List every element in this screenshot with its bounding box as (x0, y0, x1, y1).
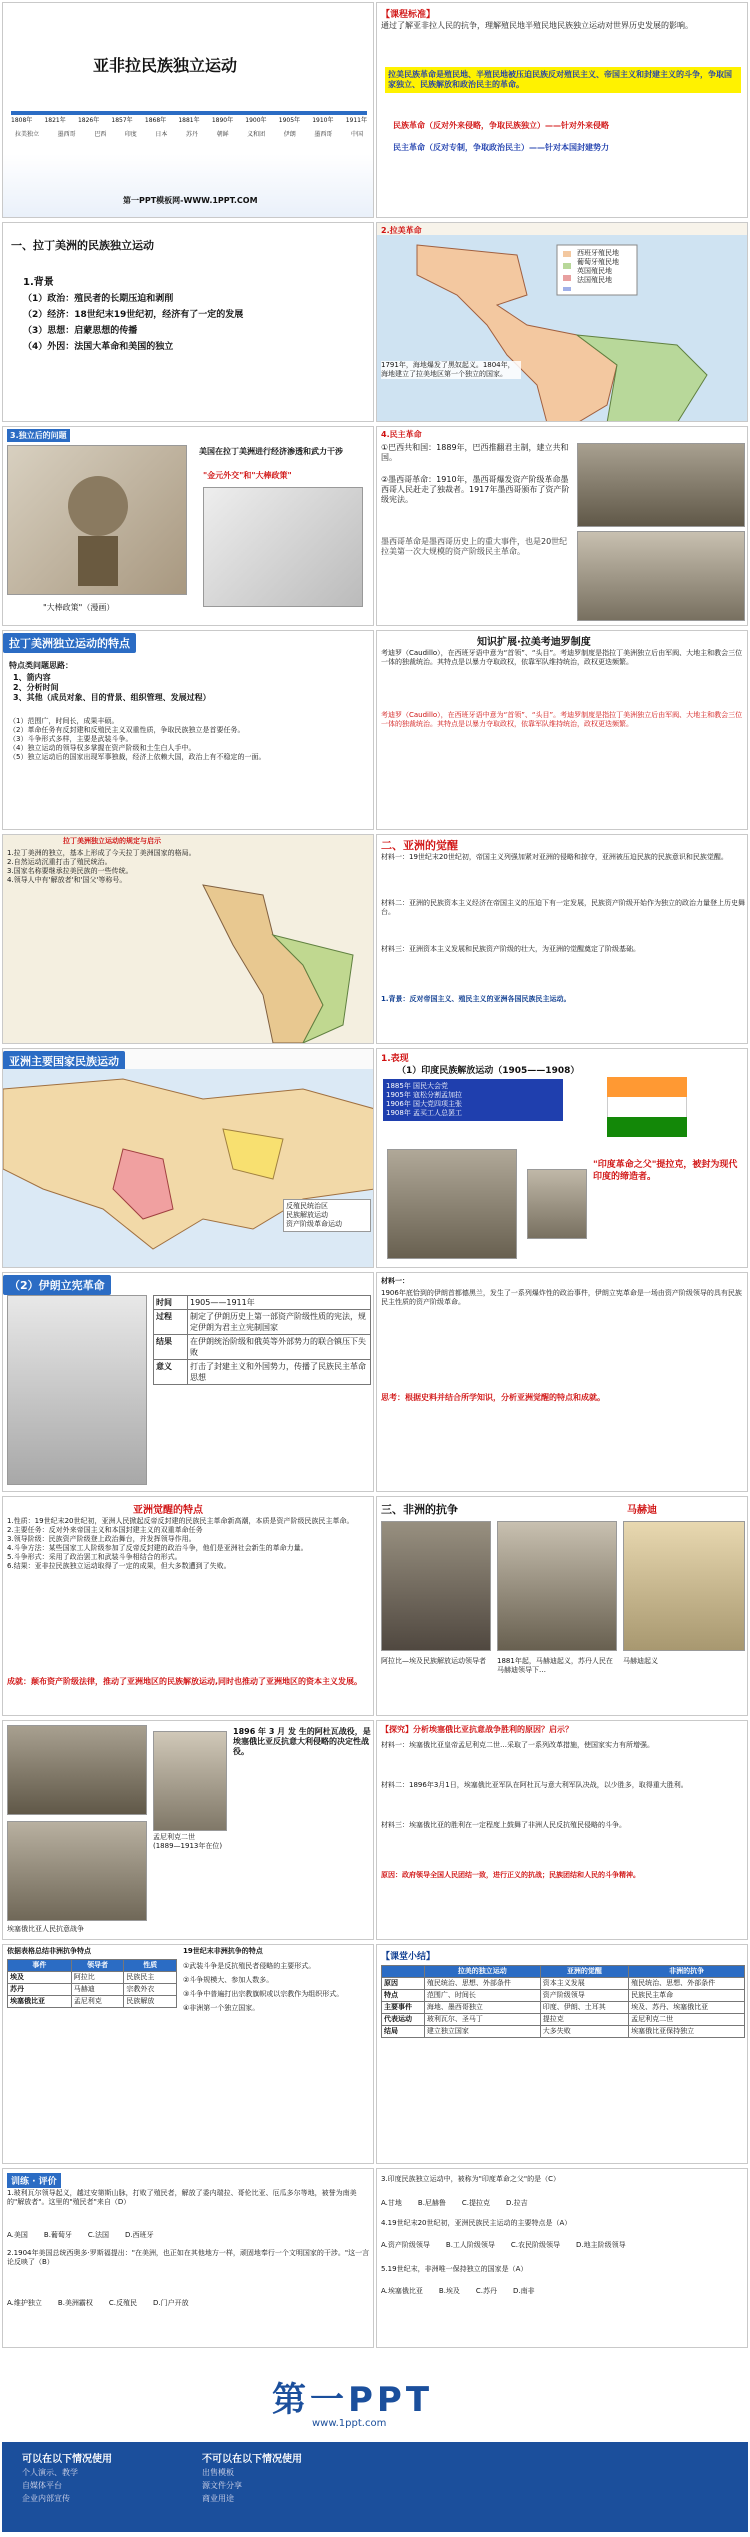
summary-table (381, 1965, 745, 2038)
summary-cell: 提拉克 (540, 2014, 628, 2026)
footer-banner (2, 2352, 748, 2532)
quiz-q1-options (7, 2231, 371, 2240)
asia-legend-item: 资产阶级革命运动 (286, 1220, 342, 1228)
quiz-option: B.埃及 (438, 2287, 460, 2295)
line-national: 民族革命（反对外来侵略，争取民族独立）——针对外来侵略 (393, 121, 609, 130)
asia-legend-item: 民族解放运动 (286, 1211, 328, 1219)
summary-cell: 印度、伊朗、土耳其 (540, 2002, 628, 2014)
africa-features-list (183, 1959, 371, 2015)
features-item: （1）范围广，时间长，成果丰硕。 (9, 717, 119, 725)
main-title: 亚非拉民族独立运动 (93, 56, 238, 75)
brazil-photo (577, 443, 745, 527)
timeline-year: 1821年 (44, 117, 66, 124)
summary-cell (382, 1966, 425, 1978)
timeline-year: 1890年 (211, 117, 234, 124)
menelik-caption: 孟尼利克二世 (1889—1913年在位) (153, 1833, 223, 1850)
quiz-q4: 4.19世纪末20世纪初，亚洲民族民主运动的主要特点是（A） (381, 2219, 572, 2227)
quiz-option: D.门户开放 (153, 2299, 189, 2307)
cartoon-caption: "大棒政策"（漫画） (43, 603, 115, 612)
caricature-image (203, 487, 363, 607)
intervention-text: 美国在拉丁美洲进行经济渗透和武力干涉 (199, 447, 343, 456)
footer-left-title: 可以在以下情况使用 (22, 2454, 112, 2465)
bg-item: （4）外因：法国大革命和美国的独立 (23, 342, 174, 352)
timeline-year: 1857年 (111, 117, 133, 124)
quiz-option: D.西班牙 (125, 2231, 154, 2239)
features-item: （3）斗争形式多样，主要是武装斗争。 (9, 735, 133, 743)
africa-feature-item: ①武装斗争是反抗殖民者侵略的主要形式。 (183, 1962, 316, 1970)
summary-cell: 特点 (382, 1990, 425, 2002)
battle-image (497, 1521, 617, 1651)
slide-ethiopia (2, 1720, 374, 1940)
summary-row (382, 1966, 745, 1978)
quiz-q1: 1.玻利瓦尔领导起义，越过安第斯山脉，打败了殖民者，解放了委内瑞拉、哥伦比亚、厄瓜多尔等地，被誉为南美的"解放者"。这里的"殖民者"来自（D） (7, 2189, 357, 2206)
mahdi-caption: 1881年起，马赫迪起义，苏丹人民在马赫迪领导下… (497, 1657, 613, 1674)
latin-item: 4.领导人中有'解放者'和'国父'等称号。 (7, 876, 127, 884)
iran-cell: 时间 (154, 1296, 188, 1310)
quiz-option: A.埃塞俄比亚 (381, 2287, 423, 2295)
latin-america-map (377, 235, 748, 422)
summary-cell: 海地、墨西哥独立 (424, 2002, 540, 2014)
summary-row (382, 1990, 745, 2002)
iran-map (7, 1295, 147, 1485)
summary-cell: 拉美的独立运动 (424, 1966, 540, 1978)
footer-left-item: 企业内部宣传 (22, 2494, 70, 2503)
timeline-year: 1911年 (345, 117, 367, 124)
features-item: （2）革命任务有反封建和反殖民主义双重性质，争取民族独立是首要任务。 (9, 726, 245, 734)
asia-m2: 材料二：亚洲的民族资本主义经济在帝国主义的压迫下有一定发展，民族资产阶级开始作为独立的政治力量登上历史舞台。 (381, 899, 745, 916)
quiz-q3-options (381, 2199, 745, 2208)
summary-cell: 玻利瓦尔、圣马丁 (424, 2014, 540, 2026)
africa-cell: 宗教外衣 (124, 1984, 177, 1996)
summary-cell: 大多失败 (540, 2026, 628, 2038)
bg-item: （1）政治：殖民者的长期压迫和剥削 (23, 294, 174, 304)
latin-item: 1.拉丁美洲的独立，基本上形成了今天拉丁美洲国家的格局。 (7, 849, 196, 857)
summary-row (382, 2026, 745, 2038)
summary-cell: 范围广、时间长 (424, 1990, 540, 2002)
asia-title: 二、亚洲的觉醒 (381, 839, 458, 852)
caudillo-title: 知识扩展·拉美考迪罗制度 (477, 637, 591, 648)
latin-head: 拉丁美洲独立运动的规定与启示 (63, 837, 161, 845)
quiz-option: D.地主阶级领导 (576, 2241, 626, 2249)
summary-cell: 建立独立国家 (424, 2026, 540, 2038)
std-title: 【课程标准】 (381, 10, 436, 20)
summary-cell: 主要事件 (382, 2002, 425, 2014)
quiz-q4-options (381, 2241, 745, 2250)
asia-feature-item: 5.斗争形式：采用了政治罢工和武装斗争相结合的形式。 (7, 1553, 182, 1561)
africa-title: 三、非洲的抗争 (381, 1503, 458, 1516)
africa-cell: 民族民主 (124, 1972, 177, 1984)
timeline (11, 115, 367, 124)
summary-cell: 埃塞俄比亚保持独立 (629, 2026, 745, 2038)
summary-title: 【课堂小结】 (381, 1952, 436, 1962)
summary-cell: 亚洲的觉醒 (540, 1966, 628, 1978)
africa-cell: 马赫迪 (71, 1984, 124, 1996)
features-title: 拉丁美洲独立运动的特点 (3, 633, 136, 653)
summary-cell: 资产阶级领导 (540, 1990, 628, 2002)
features-item: （5）独立运动后的国家出现军事独裁，经济上依赖大国，政治上有不稳定的一面。 (9, 753, 266, 761)
slide-features (2, 630, 374, 830)
mexico-photo (577, 531, 745, 621)
quiz-option: A.甘地 (381, 2199, 402, 2207)
india-event: 1905年 寇松分割孟加拉 (386, 1091, 463, 1099)
slide-iran-source (376, 1272, 748, 1492)
footer-left-item: 自媒体平台 (22, 2481, 62, 2490)
iran-row (154, 1310, 371, 1335)
quiz-option: C.农民阶级领导 (510, 2241, 561, 2249)
iran-cell: 在伊朗统治阶级和俄英等外部势力的联合镇压下失败 (188, 1335, 371, 1360)
legend-item: 西班牙殖民地 (577, 249, 619, 257)
quiz-option: D.南非 (513, 2287, 535, 2295)
quiz-q5-options (381, 2287, 745, 2296)
quiz-option: A.资产阶级领导 (381, 2241, 430, 2249)
arabi-photo (381, 1521, 491, 1651)
africa-feature-item: ④非洲第一个独立国家。 (183, 2004, 260, 2012)
asia-features-list (7, 1517, 371, 1571)
asia-features-title: 亚洲觉醒的特点 (133, 1505, 203, 1516)
latin-map-small (183, 875, 373, 1043)
asia-m1: 材料一：19世纪末20世纪初，帝国主义列强加紧对亚洲的侵略和掠夺，亚洲被压迫民族的民族意识和民族觉醒。 (381, 853, 728, 861)
iran-row (154, 1296, 371, 1310)
inquiry-m3: 材料三：埃塞俄比亚的胜利在一定程度上鼓舞了非洲人民反抗殖民侵略的斗争。 (381, 1821, 626, 1829)
india-event: 1885年 国民大会党 (386, 1082, 449, 1090)
footer-left-list (22, 2466, 78, 2505)
footer-right-title: 不可以在以下情况使用 (202, 2454, 302, 2465)
quiz-option: B.工人阶级领导 (445, 2241, 495, 2249)
india-events (383, 1079, 563, 1121)
slide-background (2, 222, 374, 422)
summary-cell: 非洲的抗争 (629, 1966, 745, 1978)
africa-cell: 苏丹 (8, 1984, 72, 1996)
timeline-year: 1905年 (278, 117, 301, 124)
quiz-option: B.葡萄牙 (43, 2231, 72, 2239)
haiti-note: 1791年，海地爆发了黑奴起义。1804年，海地建立了拉美地区第一个独立的国家。 (381, 361, 521, 379)
asia-feature-item: 4.斗争方法：某些国家工人阶级参加了反帝反封建的政治斗争，他们是亚洲社会新生的革命力量。 (7, 1544, 308, 1552)
ethiopia-people (7, 1821, 147, 1921)
quiz-q3: 3.印度民族独立运动中，被称为"印度革命之父"的是（C） (381, 2175, 561, 2183)
inquiry-m2: 材料二：1896年3月1日，埃塞俄比亚军队在阿杜瓦与意大利军队决战，以少胜多，取得重大胜利。 (381, 1781, 688, 1789)
slide-latin-revolutions (2, 834, 374, 1044)
asia-map-title: 亚洲主要国家民族运动 (3, 1051, 125, 1071)
quiz-option: D.拉吉 (506, 2199, 528, 2207)
quiz-option: A.维护独立 (7, 2299, 42, 2307)
asia-feature-item: 2.主要任务：反对外来帝国主义和本国封建主义的双重革命任务 (7, 1526, 203, 1534)
slide-asia-features (2, 1496, 374, 1716)
asia-summary: 成就：颠布资产阶级法律，推动了亚洲地区的民族解放运动,同时也推动了亚洲地区的资本主义发展。 (7, 1677, 363, 1686)
slide-democratic (376, 426, 748, 626)
slide-summary (376, 1944, 748, 2164)
legend-item: 英国殖民地 (577, 267, 612, 275)
slide-caudillo (376, 630, 748, 830)
caudillo-text-repeat: 考迪罗（Caudillo），在西班牙语中意为“首领”、“头目”。考迪罗制度是指拉丁美洲独立后由军阀、大地主和教会三位一体的独裁统治。其特点是以暴力夺取政权，依靠军队维持统治，政权更迭频繁。 (381, 711, 743, 728)
slide-map-latin (376, 222, 748, 422)
line-democratic: 民主革命（反对专制，争取政治民主）——针对本国封建势力 (393, 143, 609, 152)
inquiry-m1: 材料一：埃塞俄比亚皇帝孟尼利克二世…采取了一系列改革措施，使国家实力有所增强。 (381, 1741, 654, 1749)
bg-item: （2）经济：18世纪末19世纪初，经济有了一定的发展 (23, 310, 244, 320)
features-list (9, 717, 369, 762)
iran-table (153, 1295, 371, 1385)
africa-feature-item: ②斗争规模大、参加人数多。 (183, 1976, 274, 1984)
slide-iran (2, 1272, 374, 1492)
sudan-map (623, 1521, 745, 1651)
section-title: 一、拉丁美洲的民族独立运动 (11, 239, 154, 252)
mahdi-title: 马赫迪 (627, 1505, 657, 1516)
summary-cell: 殖民统治、思想、外部条件 (424, 1978, 540, 1990)
summary-cell: 民族民主革命 (629, 1990, 745, 2002)
iran-source-h: 材料一： (381, 1277, 409, 1285)
slide-africa (376, 1496, 748, 1716)
iran-row (154, 1360, 371, 1385)
tilak-portrait (527, 1169, 587, 1239)
summary-cell: 结局 (382, 2026, 425, 2038)
africa-table-head: 依据表格总结非洲抗争特点 (7, 1947, 91, 1955)
features-steps (13, 673, 369, 703)
iran-cell: 1905——1911年 (188, 1296, 371, 1310)
summary-row (382, 2002, 745, 2014)
quiz-option: C.反殖民 (108, 2299, 138, 2307)
africa-cell: 阿拉比 (71, 1972, 124, 1984)
slide-footer: 第一PPT模板网-WWW.1PPT.COM (123, 196, 258, 205)
inquiry-answer: 原因：政府领导全国人民团结一致，进行正义的抗战；民族团结和人民的斗争精神。 (381, 1871, 640, 1879)
latin-item: 2.自然运动沉重打击了殖民统治。 (7, 858, 112, 866)
footer-logo: 第一PPT (272, 2380, 434, 2420)
footer-right-list (202, 2466, 242, 2505)
iran-cell: 意义 (154, 1360, 188, 1385)
africa-cell: 民族解放 (124, 1996, 177, 2008)
africa-row (8, 1996, 177, 2008)
quiz-q2-options (7, 2299, 371, 2308)
africa-cell: 事件 (8, 1960, 72, 1972)
africa-table (7, 1959, 177, 2008)
iran-question: 思考：根据史料并结合所学知识，分析亚洲觉醒的特点和成就。 (381, 1393, 605, 1402)
timeline-events: 拉美独立 墨西哥 巴西 印度 日本 苏丹 朝鲜 义和团 伊朗 墨西哥 中国 (15, 131, 363, 138)
india-event: 1906年 国大党四项主张 (386, 1100, 463, 1108)
iran-title: （2）伊朗立宪革命 (3, 1275, 111, 1295)
footer-left-item: 个人演示、教学 (22, 2468, 78, 2477)
summary-cell: 埃及、苏丹、埃塞俄比亚 (629, 2002, 745, 2014)
summary-cell: 代表运动 (382, 2014, 425, 2026)
caudillo-extra (381, 711, 745, 729)
quiz-option: C.提拉克 (461, 2199, 491, 2207)
features-step: 2、分析时间 (13, 683, 59, 692)
quiz-option: C.法国 (87, 2231, 110, 2239)
caudillo-text: 考迪罗（Caudillo），在西班牙语中意为“首领”、“头目”。考迪罗制度是指拉丁美洲独立后由军阀、大地主和教会三位一体的独裁统治。其特点是以暴力夺取政权，依靠军队维持统治，政权更迭频繁。 (381, 649, 743, 666)
asia-conclusion: 1.背景：反对帝国主义、殖民主义的亚洲各国民族民主运动。 (381, 995, 571, 1003)
slide-asia-map (2, 1048, 374, 1268)
quiz-option: A.美国 (7, 2231, 28, 2239)
india-h: 1.表现 (381, 1054, 409, 1064)
menelik-portrait (153, 1731, 227, 1831)
africa-row (8, 1984, 177, 1996)
features-hint: 特点类问题思路： (9, 661, 73, 670)
quiz-q5: 5.19世纪末，非洲唯一保持独立的国家是（A） (381, 2265, 528, 2273)
problems-label: 3.独立后的问题 (7, 429, 70, 442)
summary-row (382, 1978, 745, 1990)
dollar-diplomacy: "金元外交"和"大棒政策" (203, 471, 292, 480)
mahdi-uprising-caption: 马赫迪起义 (623, 1657, 658, 1665)
slide-asia-awakening (376, 834, 748, 1044)
iran-cell: 制定了伊朗历史上第一部资产阶级性质的宪法，规定伊朗为君主立宪制国家 (188, 1310, 371, 1335)
bg-item: （3）思想：启蒙思想的传播 (23, 326, 138, 336)
arabi-caption: 阿拉比—埃及民族解放运动领导者 (381, 1657, 486, 1665)
iran-cell: 结果 (154, 1335, 188, 1360)
india-event: 1908年 孟买工人总罢工 (386, 1109, 463, 1117)
summary-cell: 资本主义发展 (540, 1978, 628, 1990)
brazil-text: ①巴西共和国：1889年，巴西推翻君主制，建立共和国。 (381, 443, 569, 462)
africa-cell: 埃及 (8, 1972, 72, 1984)
summary-cell: 原因 (382, 1978, 425, 1990)
timeline-year: 1910年 (312, 117, 334, 124)
summary-cell: 殖民统治、思想、外部条件 (629, 1978, 745, 1990)
features-step: 3、其他（成员对象、目的背景、组织管理、发展过程） (13, 693, 211, 702)
iran-row (154, 1335, 371, 1360)
footer-right-item: 商业用途 (202, 2494, 234, 2503)
slide-india (376, 1048, 748, 1268)
quiz-option: B.尼赫鲁 (417, 2199, 446, 2207)
africa-row (8, 1972, 177, 1984)
africa-cell: 性质 (124, 1960, 177, 1972)
timeline-year: 1868年 (144, 117, 167, 124)
africa-features-head: 19世纪末非洲抗争的特点 (183, 1947, 263, 1955)
slide-africa-table (2, 1944, 374, 2164)
mexico-note: 墨西哥革命是墨西哥历史上的重大事件，也是20世纪拉美第一次大规模的资产阶级民主革命。 (381, 537, 568, 556)
slide-quiz1 (2, 2168, 374, 2348)
ethiopia-bottom: 埃塞俄比亚人民抗意战争 (7, 1925, 84, 1933)
map-label: 2.拉美革命 (381, 226, 422, 235)
quiz-head: 训练 · 评价 (7, 2173, 61, 2188)
latin-item: 3.国家名称要继承拉美民族的一些传统。 (7, 867, 133, 875)
inquiry-head: 【探究】分析埃塞俄比亚抗意战争胜利的原因？启示？ (381, 1725, 573, 1734)
quiz-q2: 2.1904年美国总统西奥多·罗斯福提出："在美洲，也正如在其他地方一样，顽固地奉行一个文明国家的干涉。"这一言论反映了（B） (7, 2249, 370, 2266)
latin-items (7, 849, 197, 885)
timeline-year: 1826年 (77, 117, 100, 124)
asia-m3: 材料三：亚洲资本主义发展和民族资产阶级的壮大，为亚洲的觉醒奠定了阶级基础。 (381, 945, 640, 953)
india-title: （1）印度民族解放运动（1905——1908） (397, 1066, 580, 1076)
asia-map (3, 1069, 374, 1268)
timeline-year: 1881年 (178, 117, 200, 124)
asia-legend (283, 1199, 371, 1232)
asia-legend-item: 反殖民统治区 (286, 1202, 328, 1210)
slide-inquiry (376, 1720, 748, 1940)
africa-feature-item: ③斗争中普遍打出宗教旗帜或以宗教作为组织形式。 (183, 1990, 344, 1998)
features-item: （4）独立运动的领导权多掌握在资产阶级和土生白人手中。 (9, 744, 196, 752)
quiz-option: C.苏丹 (475, 2287, 498, 2295)
india-photo (387, 1149, 517, 1259)
slide-standard (376, 2, 748, 218)
tilak-caption: "印度革命之父"提拉克，被封为现代印度的缔造者。 (593, 1160, 738, 1182)
cartoon-image (7, 445, 187, 595)
quiz-option: B.美洲霸权 (57, 2299, 93, 2307)
bg-list (23, 291, 369, 355)
asia-feature-item: 6.结果：亚非拉民族独立运动取得了一定的成果，但大多数遭到了失败。 (7, 1562, 231, 1570)
ethiopia-battle (7, 1725, 147, 1815)
adwa-text: 1896 年 3 月 发 生的阿杜瓦战役，是埃塞俄比亚反抗意大利侵略的决定性战役。 (233, 1727, 371, 1756)
africa-cell: 孟尼利克 (71, 1996, 124, 2008)
timeline-year: 1900年 (245, 117, 267, 124)
footer-url[interactable]: www.1ppt.com (312, 2418, 387, 2429)
slide-quiz2 (376, 2168, 748, 2348)
footer-right-item: 出售模板 (202, 2468, 234, 2477)
legend-item: 葡萄牙殖民地 (577, 258, 619, 266)
asia-feature-item: 3.领导阶级：民族资产阶级登上政治舞台，并发挥领导作用。 (7, 1535, 196, 1543)
timeline-year: 1808年 (11, 117, 33, 124)
slide-title (2, 2, 374, 218)
std-text: 通过了解亚非拉人民的抗争，理解殖民地半殖民地民族独立运动对世界历史发展的影响。 (381, 21, 693, 30)
summary-cell: 孟尼利克二世 (629, 2014, 745, 2026)
summary-row (382, 2014, 745, 2026)
asia-feature-item: 1.性质：19世纪末20世纪初，亚洲人民掀起反帝反封建的民族民主革命新高潮，本质是资产阶级民族民主革命。 (7, 1517, 354, 1525)
africa-cell: 埃塞俄比亚 (8, 1996, 72, 2008)
india-flag (607, 1077, 687, 1137)
slide-problems (2, 426, 374, 626)
mexico-text: ②墨西哥革命：1910年，墨西哥爆发资产阶级革命墨西哥人民赶走了独裁者。1917年墨西哥颁布了资产阶级宪法。 (381, 475, 570, 504)
democratic-label: 4.民主革命 (381, 430, 422, 439)
africa-row (8, 1960, 177, 1972)
iran-cell: 过程 (154, 1310, 188, 1335)
features-step: 1、箭内容 (13, 673, 51, 682)
footer-right-item: 源文件分享 (202, 2481, 242, 2490)
yellow-box: 拉美民族革命是殖民地、半殖民地被压迫民族反对殖民主义、帝国主义和封建主义的斗争，争取国家独立、民族解放和政治民主的革命。 (385, 67, 741, 93)
map-legend (577, 249, 637, 285)
iran-cell: 打击了封建主义和外国势力，传播了民族民主革命思想 (188, 1360, 371, 1385)
legend-item: 法国殖民地 (577, 276, 612, 284)
iran-source-text: 1906年底恰到的伊朗首都德黑兰，发生了一系列爆炸性的政治事件，伊朗立宪革命是一场由资产阶级领导的具有民族民主性质的资产阶级革命。 (381, 1289, 742, 1306)
bg-label: 1.背景 (23, 277, 54, 288)
africa-cell: 领导者 (71, 1960, 124, 1972)
